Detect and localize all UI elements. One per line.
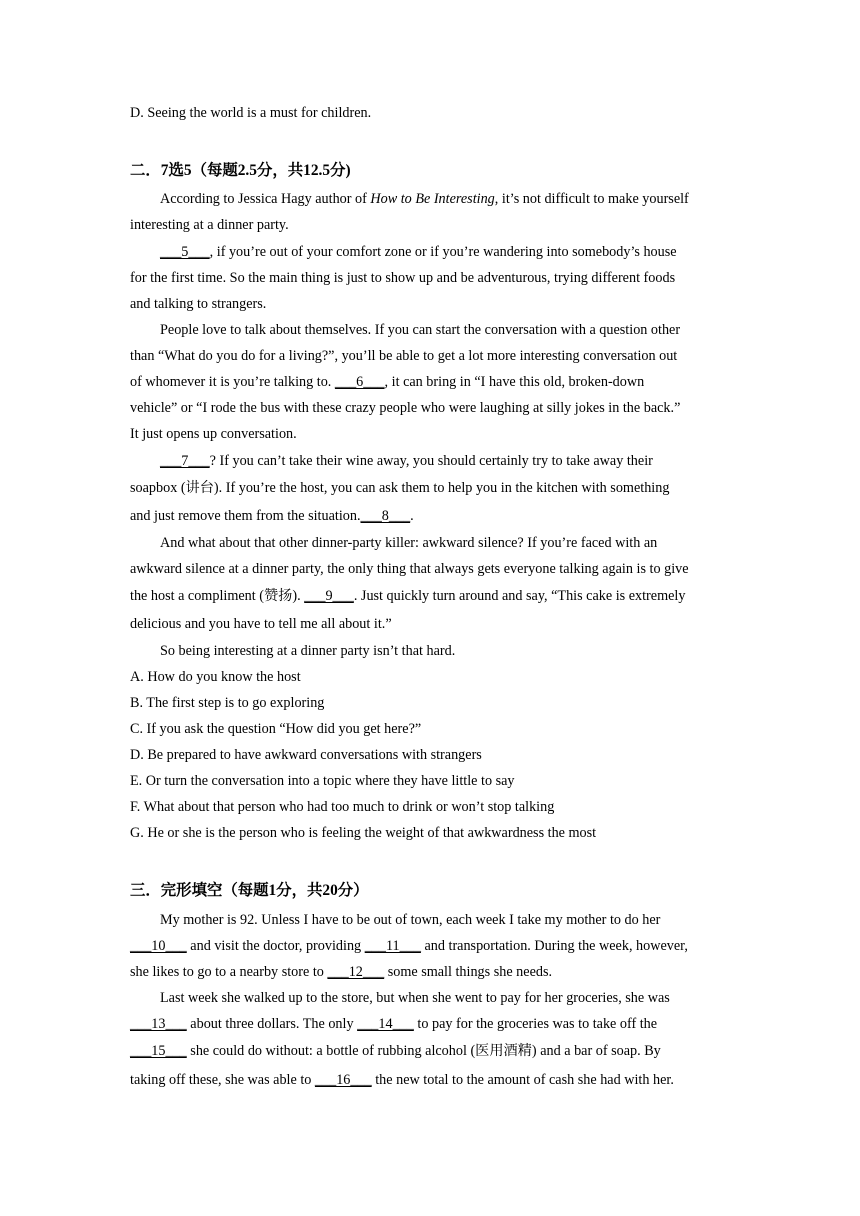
- s2-p3-line1: People love to talk about themselves. If you can start the conversation with a question other: [160, 322, 681, 338]
- option-g: G. He or she is the person who is feeling the weight of that awkwardness the most: [130, 825, 597, 841]
- s2-p6: So being interesting at a dinner party isn’t that hard.: [160, 643, 456, 659]
- s3-p1-line1: My mother is 92. Unless I have to be out of town, each week I take my mother to do her: [160, 912, 661, 928]
- blank-11: ___11___: [364, 938, 421, 954]
- book-title: How to Be Interesting: [370, 191, 495, 207]
- s2-p4-line3: [130, 507, 414, 525]
- s3-p2-line4: [130, 1071, 674, 1089]
- blank-14: ___14___: [357, 1016, 414, 1032]
- blank-10: ___10___: [130, 938, 187, 954]
- blank-16: ___16___: [314, 1072, 372, 1088]
- s2-p4-text: and just remove them from the situation.: [130, 508, 361, 524]
- blank-6: ___6___: [334, 374, 385, 390]
- s3-p1-line3: [130, 963, 552, 981]
- previous-option-d: D. Seeing the world is a must for children.: [130, 105, 372, 121]
- blank-7: ___7___: [160, 453, 210, 469]
- s2-p1-text: According to Jessica Hagy author of: [160, 191, 371, 207]
- blank-9: ___9___: [304, 588, 354, 604]
- s2-p3-line4: vehicle” or “I rode the bus with these crazy people who were laughing at silly jokes in the back.”: [130, 400, 681, 416]
- s3-p2-text-post: to pay for the groceries was to take off the: [413, 1016, 658, 1032]
- s3-p1-text-l3-post: some small things she needs.: [384, 964, 553, 980]
- s2-p5-line4: delicious and you have to tell me all about it.”: [130, 616, 392, 632]
- s3-p2-text-l3: she could do without: a bottle of rubbing alcohol (医用酒精) and a bar of soap. By: [186, 1043, 661, 1059]
- s2-p3-line2: than “What do you do for a living?”, you’ll be able to get a lot more interesting conversation out: [130, 348, 678, 364]
- s2-p5-text-post: . Just quickly turn around and say, “This cake is extremely: [353, 588, 686, 604]
- blank-12: ___12___: [327, 964, 385, 980]
- blank-15: ___15___: [130, 1043, 187, 1059]
- s2-p3-line5: It just opens up conversation.: [130, 426, 297, 442]
- blank-8: ___8___: [360, 508, 411, 524]
- s2-p2-text: , if you’re out of your comfort zone or if you’re wandering into somebody’s house: [209, 244, 677, 260]
- blank-5: ___5___: [160, 244, 210, 260]
- s3-p1-text-l3: she likes to go to a nearby store to: [130, 964, 328, 980]
- s2-p4-line2: soapbox (讲台). If you’re the host, you can ask them to help you in the kitchen with something: [130, 480, 670, 496]
- option-d: D. Be prepared to have awkward conversations with strangers: [130, 747, 482, 763]
- s3-p2-line3: [130, 1042, 661, 1060]
- s2-p1-text-post: , it’s not difficult to make yourself: [494, 191, 689, 207]
- option-a: A. How do you know the host: [130, 669, 301, 685]
- s2-p2-line3: and talking to strangers.: [130, 296, 267, 312]
- option-e: E. Or turn the conversation into a topic where they have little to say: [130, 773, 515, 789]
- s2-p5-line2: awkward silence at a dinner party, the only thing that always gets everyone talking again is to give: [130, 561, 689, 577]
- s2-p4-text-post: .: [410, 508, 414, 524]
- section-2-heading: 二．7选5（每题2.5分，共12.5分): [130, 162, 351, 179]
- s3-p1-text-post: and transportation. During the week, however,: [420, 938, 688, 954]
- s2-p4-text: ? If you can’t take their wine away, you should certainly try to take away their: [209, 453, 653, 469]
- blank-13: ___13___: [130, 1016, 187, 1032]
- option-c: C. If you ask the question “How did you get here?”: [130, 721, 422, 737]
- s2-p3-text: of whomever it is you’re talking to.: [130, 374, 335, 390]
- s3-p2-line1: Last week she walked up to the store, but when she went to pay for her groceries, she was: [160, 990, 670, 1006]
- s2-p5-line1: And what about that other dinner-party killer: awkward silence? If you’re faced with an: [160, 535, 658, 551]
- s3-p2-line2: [130, 1015, 657, 1033]
- s2-p2-line1: [160, 243, 677, 261]
- s2-p3-line3: [130, 373, 644, 391]
- s2-p5-text: the host a compliment (赞扬).: [130, 588, 305, 604]
- s3-p2-text-l4-post: the new total to the amount of cash she had with her.: [371, 1072, 674, 1088]
- option-f: F. What about that person who had too much to drink or won’t stop talking: [130, 799, 555, 815]
- s3-p1-text: and visit the doctor, providing: [186, 938, 365, 954]
- s2-p5-line3: [130, 587, 685, 605]
- s2-p2-line2: for the first time. So the main thing is just to show up and be adventurous, trying different foods: [130, 270, 676, 286]
- section-3-heading: 三．完形填空（每题1分，共20分）: [130, 882, 369, 899]
- s2-p4-line1: [160, 452, 653, 470]
- option-b: B. The first step is to go exploring: [130, 695, 325, 711]
- s2-p3-text-post: , it can bring in “I have this old, broken-down: [384, 374, 645, 390]
- s2-p1-line2: interesting at a dinner party.: [130, 217, 289, 233]
- s3-p1-line2: [130, 937, 688, 955]
- s3-p2-text-l4: taking off these, she was able to: [130, 1072, 315, 1088]
- s2-p1-line1: [160, 190, 689, 208]
- s3-p2-text: about three dollars. The only: [186, 1016, 358, 1032]
